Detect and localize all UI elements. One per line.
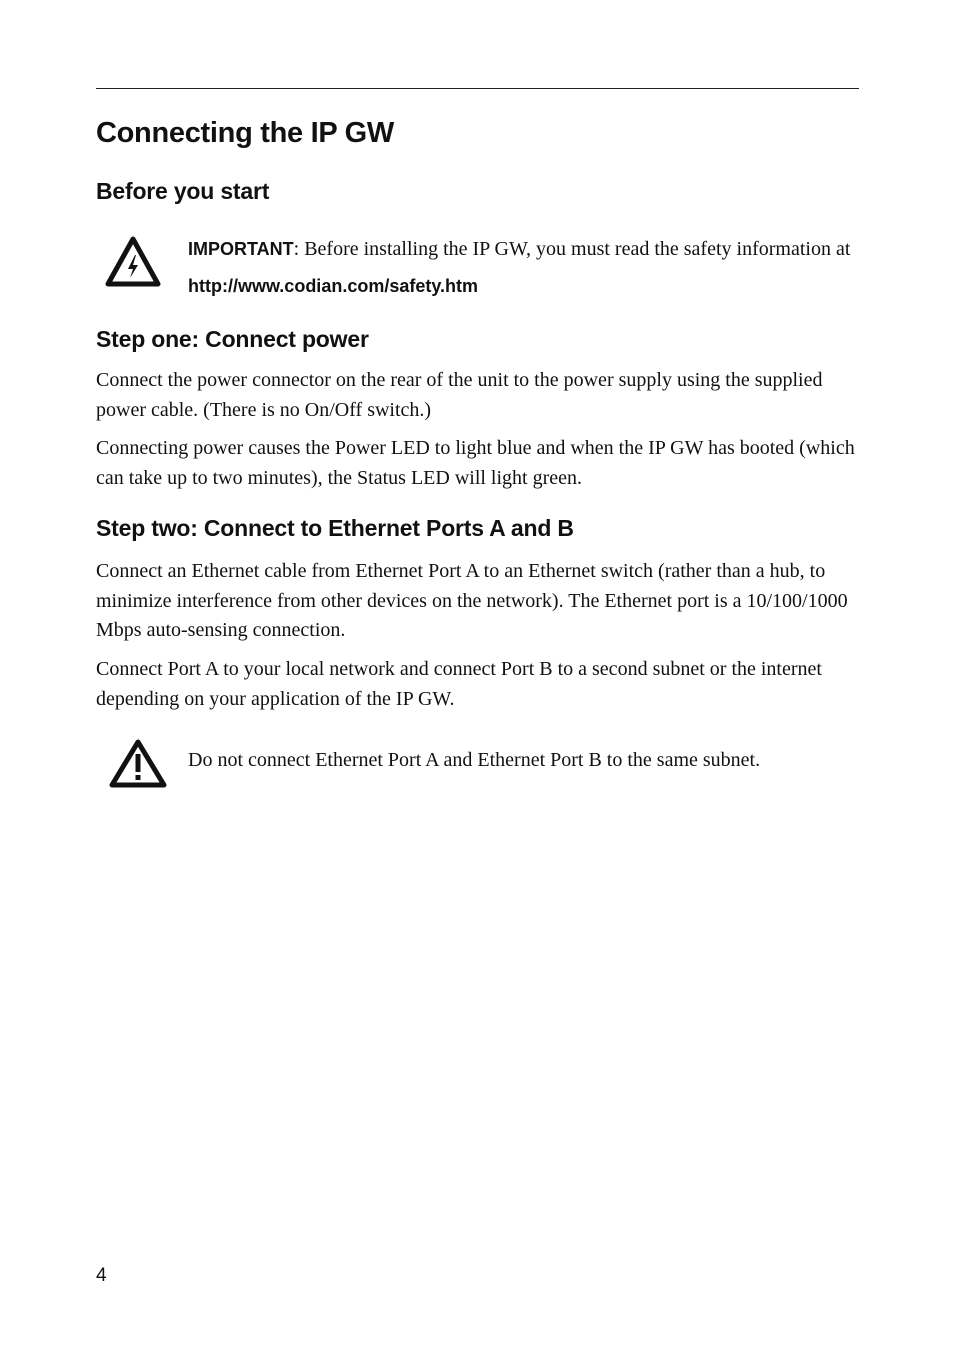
heading-before-you-start: Before you start — [96, 178, 270, 204]
heading-step-two: Step two: Connect to Ethernet Ports A and B — [96, 515, 574, 541]
page-title: Connecting the IP GW — [96, 117, 394, 149]
caution-warning-icon — [109, 739, 167, 789]
step-one-paragraph-1: Connect the power connector on the rear of the unit to the power supply using the supplied power cable. (There is no On/Off switch.) — [96, 369, 823, 421]
warning-note: Do not connect Ethernet Port A and Ethernet Port B to the same subnet. — [188, 749, 761, 771]
important-label: IMPORTANT — [188, 239, 294, 259]
step-two-paragraph-2: Connect Port A to your local network and connect Port B to a second subnet or the internet depending on your application of the IP GW. — [96, 658, 822, 710]
important-note — [188, 231, 858, 305]
safety-url-link[interactable]: http://www.codian.com/safety.htm — [188, 276, 479, 296]
electric-hazard-warning-icon — [105, 236, 161, 288]
page-number: 4 — [96, 1265, 107, 1286]
step-one-paragraph-2: Connecting power causes the Power LED to light blue and when the IP GW has booted (which can take up to two minutes), the Status LED will light green. — [96, 437, 855, 489]
top-rule — [96, 88, 859, 89]
step-two-paragraph-1: Connect an Ethernet cable from Ethernet Port A to an Ethernet switch (rather than a hub, to minimize interference from other devices on the network). The Ethernet port is a 10/100/1000 Mbps auto-sensing connection. — [96, 560, 848, 641]
important-text: : Before installing the IP GW, you must read the safety information at — [293, 238, 851, 260]
heading-step-one: Step one: Connect power — [96, 326, 369, 352]
